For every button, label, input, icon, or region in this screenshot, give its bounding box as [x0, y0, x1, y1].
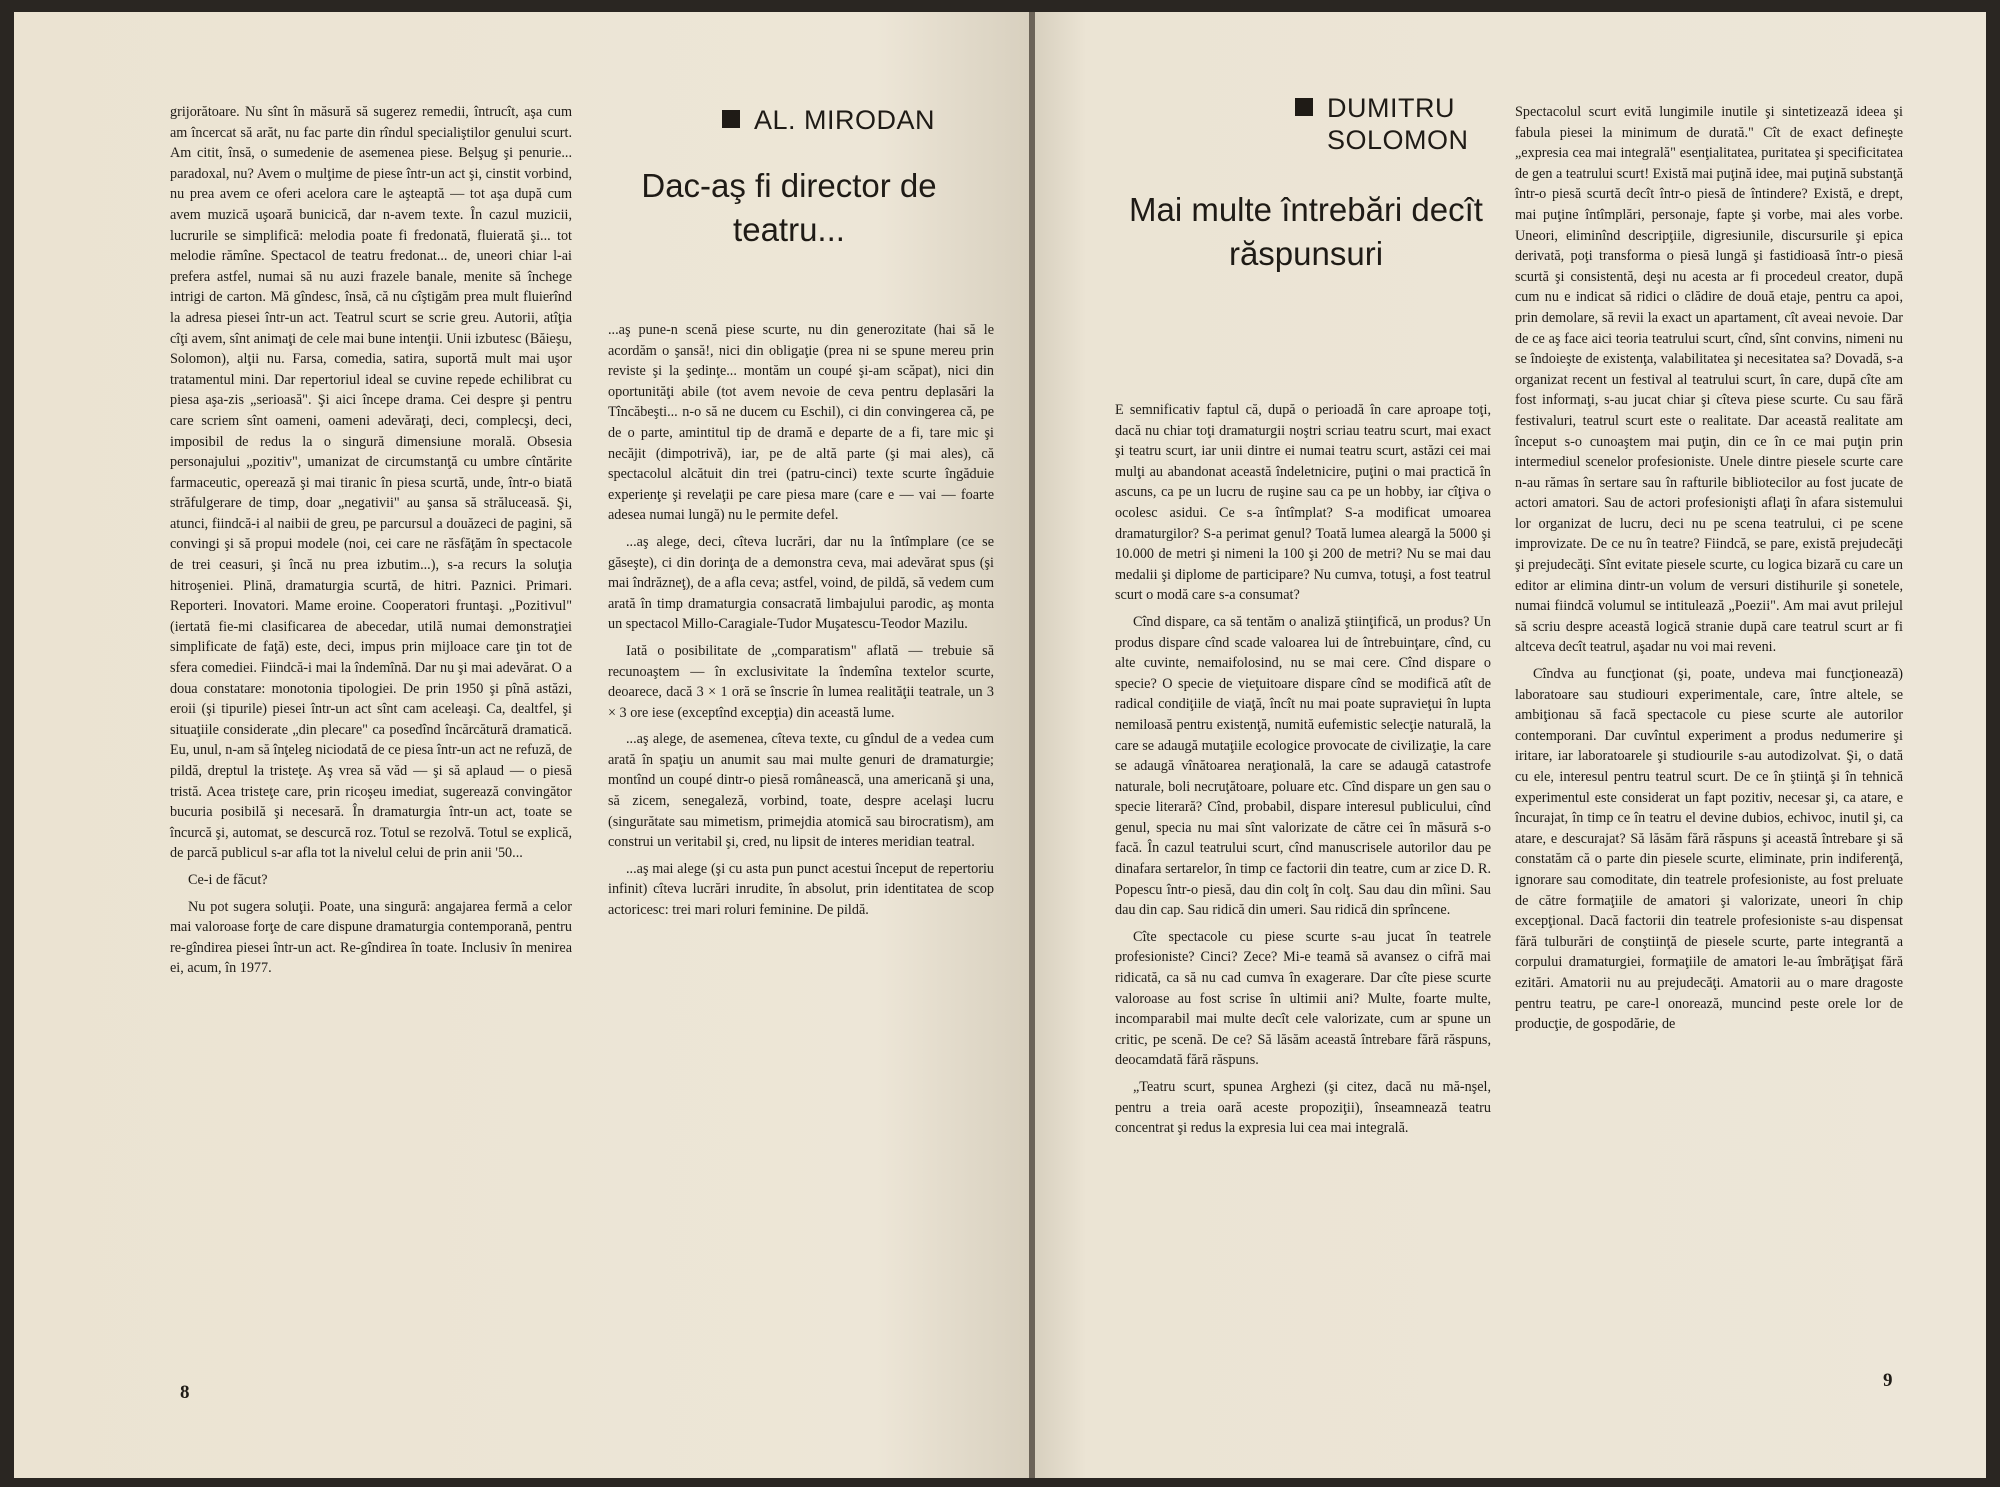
magazine-spread: [14, 12, 1986, 1478]
left-page-column-2: [608, 320, 994, 927]
square-bullet-icon: [722, 110, 740, 128]
right-page-column-1: [1115, 400, 1491, 1145]
paragraph: Cînd dispare, ca să tentăm o analiză ştiinţifică, un produs? Un produs dispare cînd scade valoarea lui de întrebuinţare, cînd, cu alte cuvinte, nemaifolosind, nu se mai cere. Cînd dispare o specie? O specie de vieţuitoare dispare cînd se modifică atît de radical condiţiile de viaţă, încît nu mai poate supravieţui în lupta nemiloasă pentru existenţă, numită eufemistic selecţie naturală, la care se adaugă mutaţiile ecologice provocate de civilizaţie, la care se adaugă vînătoarea neraţională, la care se adaugă catastrofe naturale, boli necruţătoare, poluare etc. Cînd dispare un gen sau o specie literară? Cînd, probabil, dispare interesul publicului, cînd genul, specia nu mai sînt valorizate de către cei în măsură s-o facă. În cazul teatrului scurt, cînd manuscrisele autorilor dau pe dinafara sertarelor, în timp ce factorii din teatre, cum ar zice D. R. Popescu într-o piesă, dau din colţ în colţ. Sau dau din mîini. Sau dau din cap. Sau ridică din umeri. Sau ridică din sprîncene.: [1115, 613, 1491, 919]
left-page: [14, 12, 1029, 1478]
paragraph: Nu pot sugera soluţii. Poate, una singură: angajarea fermă a celor mai valoroase forţe de care dispune dramaturgia contemporană, pentru re-gîndirea piesei într-un act. Re-gîndirea în toate. Inclusiv în menirea ei, acum, în 1977.: [170, 898, 572, 977]
paragraph: Iată o posibilitate de „comparatism" aflată — trebuie să recunoaştem — în exclusivitate la îndemîna textelor scurte, deoarece, dacă 3 × 1 oră se înscrie în lumea realităţii teatrale, un 3 × 3 ore iese (exceptînd excepţia) din această lume.: [608, 642, 994, 721]
right-page-column-2: [1515, 102, 1903, 1041]
paragraph: Cîndva au funcţionat (şi, poate, undeva mai funcţionează) laboratoare sau studiouri experimentale, care, între altele, se ambiţionau să facă spectacole cu piese scurte ale autorilor contemporani. Dar cuvîntul experiment a produs nedumerire şi iritare, iar laboratoarele şi studiourile s-au autodizolvat. Şi, o dată cu ele, interesul pentru teatrul scurt. De ce în ştiinţă şi în tehnică experimentul este considerat un fapt pozitiv, necesar şi, ca atare, e încurajat, în timp ce în teatru el devine dubios, echivoc, inutil şi, ca atare, e descurajat? Să lăsăm fără răspuns şi această întrebare şi să constatăm că o parte din piesele scurte, eliminate, prin indiferenţă, ignorare sau comoditate, din teatrele profesioniste, au fost preluate de către formaţiile de amatori şi valorizate, uneori în chip excepţional. Dacă factorii din teatrele profesioniste s-au dispensat fără tulburări de conştiinţă de piesele scurte, parte integrantă a corpului dramaturgiei, formaţiile de amatori le-au îmbrăţişat fără ezitări. Amatorii nu au prejudecăţi. Amatorii au o mare dragoste pentru teatru, pe care-l onorează, muncind peste orele lor de producţie, de gospodărie, de: [1515, 666, 1903, 1033]
paragraph: grijorătoare. Nu sînt în măsură să sugerez remedii, întrucît, aşa cum am încercat să arăt, nu fac parte din rîndul specialiştilor genului scurt. Am citit, însă, o sumedenie de asemenea piese. Belşug şi penurie... paradoxal, nu? Avem o mulţime de piese într-un act şi, cinstit vorbind, nu prea avem ce oferi acelora care le aşteaptă — tot aşa după cum avem muzică uşoară bunicică, dar n-avem texte. În cazul muzicii, lucrurile se simplifică: melodia poate fi fredonată, fluierată şi... tot melodie rămîne. Spectacol de teatru fredonat... de, uneori chiar l-ai prefera astfel, numai să nu auzi frazele banale, menite să închege intrigi de carton. Mă gîndesc, însă, că nu cîştigăm prea mult fluierînd la adresa piesei într-un act. Teatrul scurt se scrie greu. Autorii, atîţia cîţi avem, sînt animaţi de cele mai bune intenţii. Unii izbutesc (Băieşu, Solomon), alţii nu. Farsa, comedia, satira, suportă mult mai uşor tratamentul mini. Dar repertoriul ideal se cuvine repede echilibrat cu piesa aşa-zis „serioasă". Şi aici începe drama. Cei despre şi pentru care scriem sînt oameni, oameni adevăraţi, deci, complecşi, deci, imposibil de redus la o singură dimensiune morală. Obsesia personajului „pozitiv", umanizat de circumstanţă cu umbre cîntărite farmaceutic, operează şi mai tiranic în piesa scurtă, unde, într-o biată străfulgerare de timp, doar „negativii" au şansa să străluceasă. Şi, atunci, fiindcă-i al naibii de greu, pe parcursul a douăzeci de pagini, să convingi şi să propui modele (noi, cei care ne răsfăţăm în spectacole de trei ceasuri, şi încă nu prea izbutim...), s-a recurs la soluţia hitroşeniei. Plină, dramaturgia scurtă, de hitri. Paznici. Primari. Reporteri. Inovatori. Mame eroine. Cooperatori fruntaşi. „Pozitivul" (iertată fie-mi clasificarea de abecedar, utilă numai demonstraţiei simplificate de faţă) este, deci, impus prin mijloace care ţin tot de sfera comediei. Fiindcă-i mai la îndemînă. Dar nu şi mai adevărat. O a doua constatare: monotonia tipologiei. De prin 1950 şi pînă astăzi, eroii (şi tipurile) piesei într-un act sînt cam aceleaşi. Ca, dealtfel, şi situaţiile considerate „din plecare" ca posedînd încărcătură dramatică. Eu, unul, n-am să înţeleg niciodată de ce piesa într-un act ne refuză, de pildă, dreptul la tristeţe. Aş vrea să văd — şi să aplaud — o piesă tristă. Acea tristeţe care, prin ricoşeu imediat, sugerează convingător bucuria posibilă şi necesară. În dramaturgia într-un act, toate se încurcă şi, automat, se descurcă roz. Totul se rezolvă. Totul se explică, de parcă publicul s-ar afla tot la nivelul celui de prin anii '50...: [170, 104, 572, 862]
paragraph: ...aş pune-n scenă piese scurte, nu din generozitate (hai să le acordăm o şansă!, nici din obligaţie (prea ni se spune mereu prin reviste şi la şedinţe... montăm un coupé şi-am scăpat), nici din oportunităţi abile (tot avem nevoie de ceva pentru deplasări la Tîncăbeşti... n-o să ne ducem cu Eschil), ci din convingerea că, pe de o parte, amintitul tip de dramă e departe de a fi, tare mic şi necăjit (dimpotrivă), iar, pe de altă parte (şi mai ales), că spectacolul alcătuit din trei (patru-cinci) texte scurte îngăduie experienţe şi revelaţii pe care piesa mare (care e — vai — foarte adesea numai lungă) nu le permite defel.: [608, 322, 994, 524]
book-gutter: [1029, 12, 1035, 1478]
article-headline: Dac-aş fi director de teatru...: [641, 167, 937, 248]
square-bullet-icon: [1295, 98, 1313, 116]
byline-mirodan: [722, 104, 1022, 136]
author-first-name: DUMITRU: [1327, 93, 1455, 123]
paragraph: ...aş alege, de asemenea, cîteva texte, cu gîndul de a vedea cum arată în spaţiu un anumit sau mai multe genuri de dramaturgie; montînd un coupé dintr-o piesă românească, una americană şi una, să zicem, senegaleză, vorbind, toate, despre acelaşi lucru (singurătate sau mimetism, primejdia atomică sau birocratism), am construi un veritabil şi, cred, nu lipsit de interes meridian teatral.: [608, 731, 994, 851]
paragraph: Ce-i de făcut?: [188, 871, 268, 888]
right-page: [1029, 12, 1986, 1478]
paragraph: E semnificativ faptul că, după o perioadă în care aproape toţi, dacă nu chiar toţi dramaturgii noştri scriau teatru scurt, mai exact şi teatru scurt, iar unii dintre ei numai teatru scurt, astăzi cei mai mulţi au abandonat această îndeletnicire, puţini o mai practică în ascuns, ca pe un lucru de ruşine sau ca pe un hobby, iar cîţiva o ocolesc asidui. Ce s-a întîmplat? S-a modificat umoarea dramaturgilor? S-a perimat genul? Toată lumea aleargă la 5000 şi 10.000 de metri şi nimeni la 100 şi 200 de metri? Nu se mai dau medalii şi diplome de participare? Nu cumva, totuşi, a fost teatrul scurt o modă care s-a consumat?: [1115, 402, 1491, 604]
page-number: 9: [1883, 1370, 1893, 1391]
author-last-name: SOLOMON: [1327, 125, 1469, 155]
paragraph: „Teatru scurt, spunea Arghezi (şi citez, dacă nu mă-nşel, pentru a treia oară aceste propoziţii), înseamnează teatru concentrat şi redus la expresia lui cea mai integrală.: [1115, 1079, 1491, 1137]
left-page-column-1: [170, 102, 572, 985]
author-name: AL. MIRODAN: [754, 105, 936, 135]
page-number: 8: [180, 1382, 190, 1403]
paragraph: Spectacolul scurt evită lungimile inutile şi sintetizează ideea şi fabula piesei la minimum de durată." Cît de exact defineşte „expresia cea mai integrală" esenţialitatea, puritatea şi specificitatea de gen a teatrului scurt! Există mai puţină idee, mai puţină substanţă într-o piesă scurtă decît într-o piesă de întindere? Există, e drept, mai puţine întîmplări, personaje, fapte şi vorbe, mai ales vorbe. Uneori, eliminînd descripţiile, digresiunile, discursurile şi epica derivată, poţi transforma o piesă lungă şi fastidioasă într-o piesă scurtă şi consistentă, deşi nu acesta ar fi procedeul creator, după cum nu e indicat să ridici o clădire de două etaje, pentru ca apoi, prin demolare, să revii la exact un apartament, cît aveai nevoie. Dar de ce aş face aici teoria teatrului scurt, cînd, sînt convins, nimeni nu se îndoieşte de existenţa, valabilitatea şi necesitatea sa? Dovadă, s-a organizat recent un festival al teatrului scurt, în care, după cîte am fost informaţi, s-au jucat chiar şi cîteva piese scurte. Cu sau fără festivaluri, teatrul scurt este o realitate. Dar această realitate am început s-o cunoaştem mai puţin, din ce în ce mai puţin prin intermediul scenelor profesioniste. Unele dintre piesele scurte care n-au rămas în sertare sau în rafturile bibliotecilor au fost jucate de actori amatori. Sau de actori profesionişti aflaţi în afara sistemului lor organizat de lucru, deci nu pe scena teatrului, ci pe scene improvizate. De ce nu în teatre? Fiindcă, se pare, există prejudecăţi şi prejudecăţi. Sînt evitate piesele scurte, cu logica bizară cu care un editor ar elimina dintr-un volum de versuri distihurile şi sonetele, numai fiindcă volumul se intitulează „Poezii". Am mai avut prilejul să scriu despre această logică stranie după care teatrul scurt ar fi altceva decît teatrul, aşadar nu voi mai reveni.: [1515, 104, 1903, 656]
article-headline: Mai multe întrebări decît răspunsuri: [1129, 191, 1483, 272]
paragraph: Cîte spectacole cu piese scurte s-au jucat în teatrele profesioniste? Cinci? Zece? Mi-e teamă să avansez o cifră mai ridicată, ca să nu cad cumva în exagerare. Dar cîte piese scurte valoroase au fost scrise în ultimii ani? Multe, foarte multe, incomparabil mai multe decît cele valorizate, cum ar spune un critic, pe scenă. De ce? Să lăsăm această întrebare fără răspuns, deocamdată fără răspuns.: [1115, 928, 1491, 1069]
paragraph: ...aş alege, deci, cîteva lucrări, dar nu la întîmplare (ce se găseşte), ci din dorinţa de a demonstra ceva, mai adevărat spus (şi mai îndrăzneţ), de a afla ceva; astfel, voind, de pildă, să vedem cum arată în timp dramaturgia consacrată limbajului parodic, aş monta un spectacol Millo-Caragiale-Tudor Muşatescu-Teodor Mazilu.: [608, 533, 994, 633]
paragraph: ...aş mai alege (şi cu asta pun punct acestui început de repertoriu infinit) cîteva lucrări inrudite, în absolut, prin identitatea de scop actoricesc: trei mari roluri feminine. De pildă.: [608, 860, 994, 919]
byline-solomon: [1295, 92, 1525, 156]
